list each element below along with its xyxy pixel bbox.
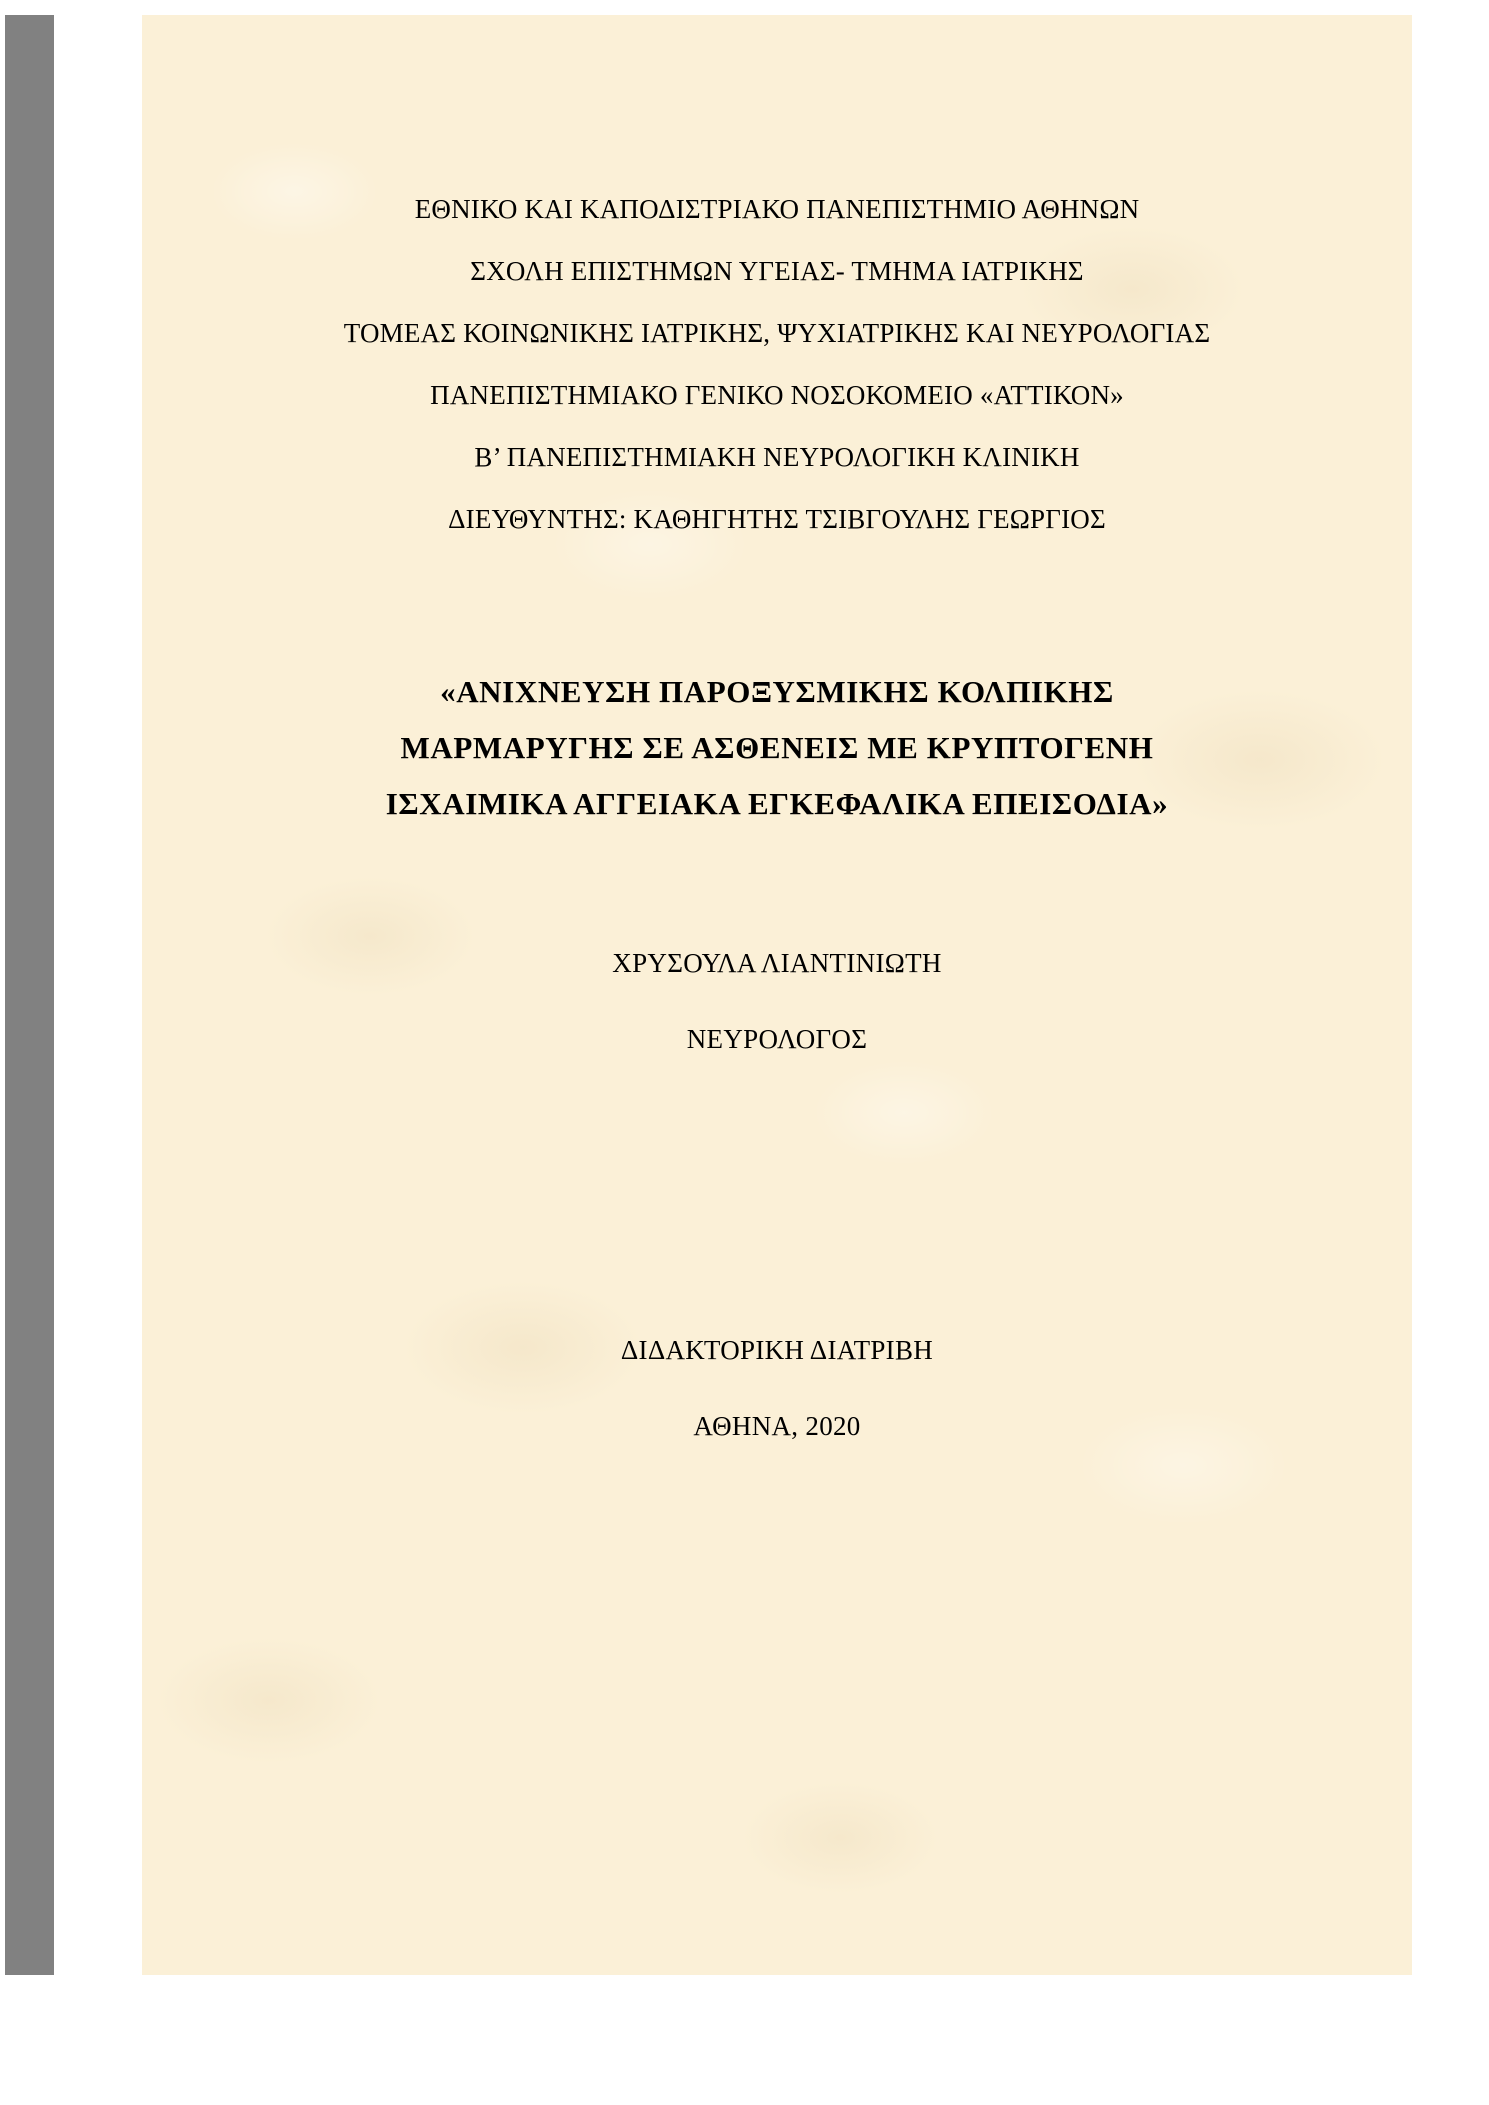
document-type: ΔΙΔΑΚΤΟΡΙΚΗ ΔΙΑΤΡΙΒΗ <box>620 1335 934 1365</box>
institution-line-sector: ΤΟΜΕΑΣ ΚΟΙΝΩΝΙΚΗΣ ΙΑΤΡΙΚΗΣ, ΨΥΧΙΑΤΡΙΚΗΣ ΚΑΙ ΝΕΥΡΟΛΟΓΙΑΣ <box>343 318 1211 348</box>
binding-spine <box>5 15 54 1975</box>
institution-line-school: ΣΧΟΛΗ ΕΠΙΣΤΗΜΩΝ ΥΓΕΙΑΣ- ΤΜΗΜΑ ΙΑΤΡΙΚΗΣ <box>470 256 1084 286</box>
institution-line-hospital: ΠΑΝΕΠΙΣΤΗΜΙΑΚΟ ΓΕΝΙΚΟ ΝΟΣΟΚΟΜΕΙΟ «ΑΤΤΙΚΟΝ» <box>430 380 1124 410</box>
thesis-title-line-2: ΜΑΡΜΑΡΥΓΗΣ ΣΕ ΑΣΘΕΝΕΙΣ ΜΕ ΚΡΥΠΤΟΓΕΝΗ <box>400 730 1154 765</box>
institution-line-clinic: Β’ ΠΑΝΕΠΙΣΤΗΜΙΑΚΗ ΝΕΥΡΟΛΟΓΙΚΗ ΚΛΙΝΙΚΗ <box>474 442 1080 472</box>
institution-line-university: ΕΘΝΙΚΟ ΚΑΙ ΚΑΠΟΔΙΣΤΡΙΑΚΟ ΠΑΝΕΠΙΣΤΗΜΙΟ ΑΘΗΝΩΝ <box>414 194 1140 224</box>
thesis-title-line-3: ΙΣΧΑΙΜΙΚΑ ΑΓΓΕΙΑΚΑ ΕΓΚΕΦΑΛΙΚΑ ΕΠΕΙΣΟΔΙΑ» <box>385 786 1169 821</box>
author-profession: ΝΕΥΡΟΛΟΓΟΣ <box>686 1024 868 1054</box>
institution-line-director: ΔΙΕΥΘΥΝΤΗΣ: ΚΑΘΗΓΗΤΗΣ ΤΣΙΒΓΟΥΛΗΣ ΓΕΩΡΓΙΟΣ <box>448 504 1106 534</box>
cover-sheet <box>142 15 1412 1975</box>
thesis-title-line-1: «ΑΝΙΧΝΕΥΣΗ ΠΑΡΟΞΥΣΜΙΚΗΣ ΚΟΛΠΙΚΗΣ <box>440 674 1114 709</box>
author-name: ΧΡΥΣΟΥΛΑ ΛΙΑΝΤΙΝΙΩΤΗ <box>612 948 942 978</box>
place-year: ΑΘΗΝΑ, 2020 <box>693 1411 861 1441</box>
